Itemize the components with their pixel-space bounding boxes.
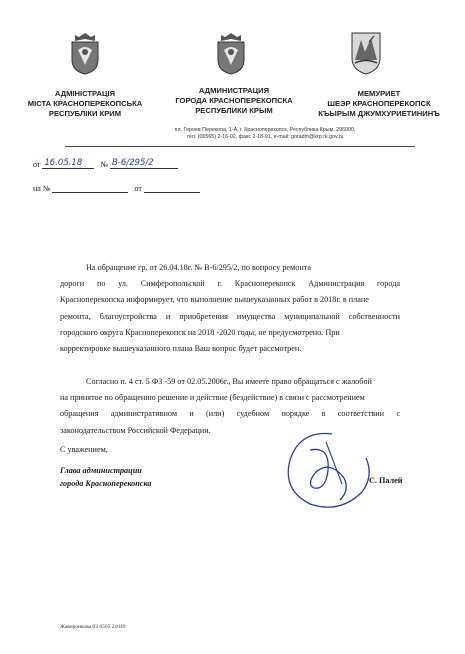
reference-reg-line: на № от	[33, 183, 200, 193]
org-name-russian: АДМИНИСТРАЦИЯ ГОРОДА КРАСНОПЕРЕКОПСКА РЕСПУБЛИКИ КРЫМ	[175, 86, 293, 115]
org-name-ukrainian: АДМІНІСТРАЦІЯ МІСТА КРАСНОПЕРЕКОПСЬКА РЕСПУБЛІКИ КРИМ	[27, 89, 143, 118]
contact-address: пл. Героев Перекопа, 1-А, г. Красноперекопск, Республика Крым, 296000, тел. (06565) 2-16-02, факс 2-18-91, e-mail: goradm@krp.rk.gov.ru	[174, 127, 356, 140]
handwritten-signature	[270, 420, 380, 520]
signatory-name: С. Палей	[369, 476, 403, 485]
outgoing-reg-line: от 16.05.18 № В-6/295/2	[33, 159, 178, 169]
body-paragraph-1: На обращение гр. от 26.04.18г. № В-6/295/2, по вопросу ремонта дороги по ул. Симферопольской г. Красноперекопск Администрация города Красноперекопска информирует, что выполнение вышеуказанных работ в 2018г. в плане ремонта, благоустройства и приобретения имущества муниципальной собственности городского округа Красноперекопск на 2018 -2020 годы, не предусмотрено. При корректировке вышеуказанного плана Ваш вопрос будет рассмотрен.	[60, 263, 400, 354]
handwritten-number: В-6/295/2	[112, 158, 154, 168]
executor-footnote: Жаворонкова 03 6565 21049	[60, 624, 126, 630]
coat-of-arms-left-icon	[68, 30, 102, 76]
body-paragraph-2: Согласно п. 4 ст. 5 ФЗ -59 от 02.05.2006г., Вы имеете право обращаться с жалобой на принятое по обращению решение и действие (бездействие) в связи с рассмотрением обращения административном и (или) судебном порядке в соответствии с законодательством Российской Федерации.	[60, 377, 400, 435]
org-name-crimean-tatar: МЕМУРИЕТ ШЕЭР КРАСНОПЕРЕКОПСК КЪЫРЫМ ДЖУМХУРИЕТИНИНЪ	[318, 89, 440, 118]
handwritten-date: 16.05.18	[44, 158, 83, 168]
closing-salutation: С уважением,	[60, 445, 108, 454]
header-divider	[65, 146, 415, 147]
signatory-title: Глава администрации города Красноперекопска	[60, 466, 152, 488]
coat-of-arms-center-icon	[214, 30, 248, 76]
city-emblem-icon	[349, 30, 383, 76]
